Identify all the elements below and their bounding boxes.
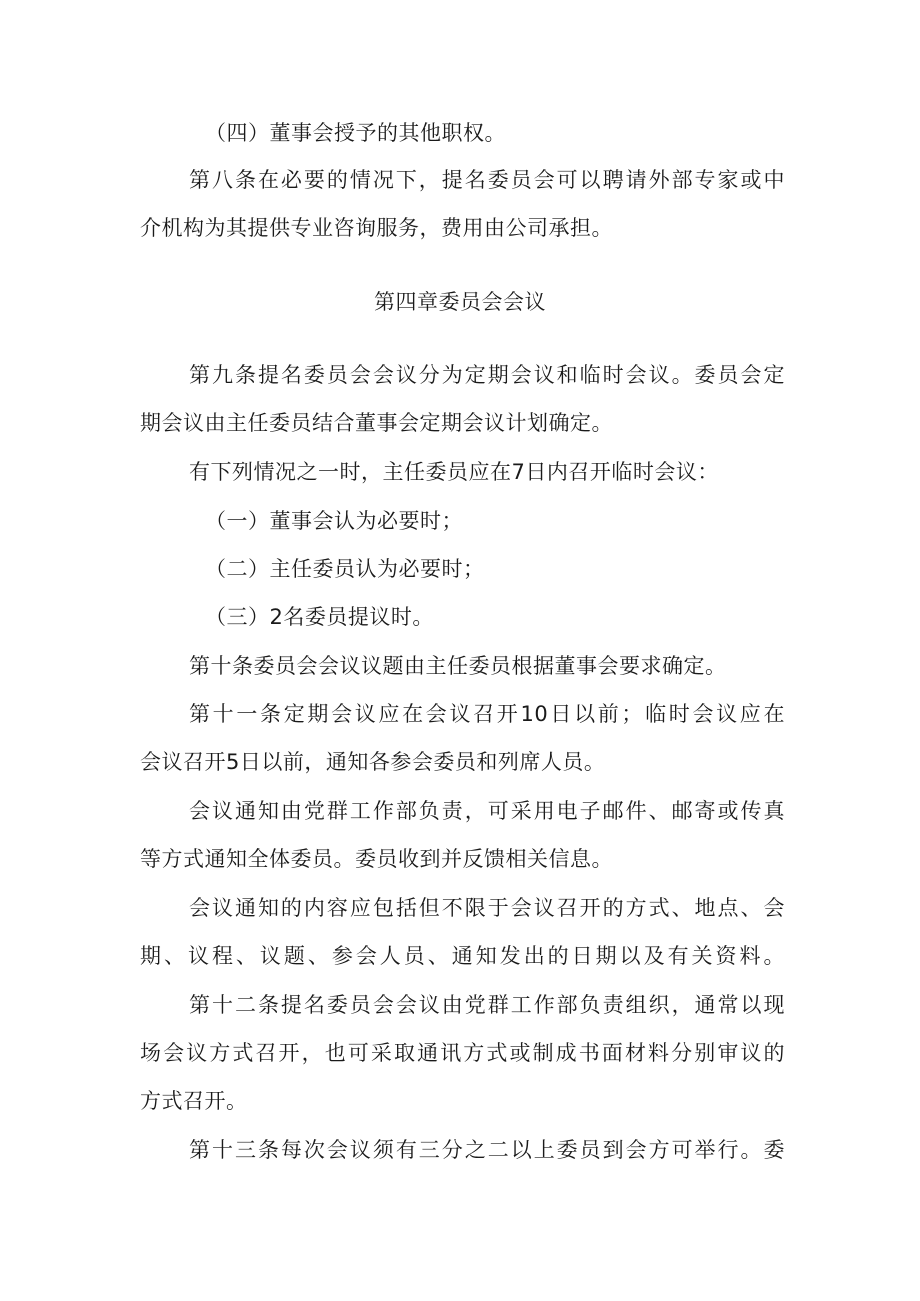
article-11-line-2: 会议召开5日以前，通知各参会委员和列席人员。	[140, 750, 606, 774]
list-item: （二）主任委员认为必要时；	[205, 557, 485, 581]
article-13-line-1: 第十三条每次会议须有三分之二以上委员到会方可举行。委	[189, 1138, 785, 1162]
article-12-line-1: 第十二条提名委员会会议由党群工作部负责组织，通常以现	[189, 993, 785, 1017]
article-12-line-3: 方式召开。	[140, 1089, 248, 1113]
paragraph-line: 有下列情况之一时，主任委员应在7日内召开临时会议：	[189, 460, 719, 484]
chapter-heading: 第四章委员会会议	[374, 290, 546, 314]
article-9-line-2: 期会议由主任委员结合董事会定期会议计划确定。	[140, 411, 613, 435]
list-item: （一）董事会认为必要时；	[205, 509, 463, 533]
paragraph-line: （四）董事会授予的其他职权。	[205, 121, 506, 145]
paragraph-line: 会议通知由党群工作部负责，可采用电子邮件、邮寄或传真	[189, 799, 785, 823]
article-11-line-1: 第十一条定期会议应在会议召开10日以前；临时会议应在	[189, 702, 785, 726]
article-10-line: 第十条委员会会议议题由主任委员根据董事会要求确定。	[189, 654, 727, 678]
article-8-line-2: 介机构为其提供专业咨询服务，费用由公司承担。	[140, 216, 613, 240]
paragraph-line: 会议通知的内容应包括但不限于会议召开的方式、地点、会	[189, 896, 785, 920]
article-9-line-1: 第九条提名委员会会议分为定期会议和临时会议。委员会定	[189, 363, 785, 387]
list-item: （三）2名委员提议时。	[205, 605, 434, 629]
article-8-line-1: 第八条在必要的情况下，提名委员会可以聘请外部专家或中	[189, 168, 785, 192]
paragraph-line: 期、议程、议题、参会人员、通知发出的日期以及有关资料。	[140, 944, 785, 968]
paragraph-line: 等方式通知全体委员。委员收到并反馈相关信息。	[140, 847, 613, 871]
article-12-line-2: 场会议方式召开，也可采取通讯方式或制成书面材料分别审议的	[140, 1041, 785, 1065]
